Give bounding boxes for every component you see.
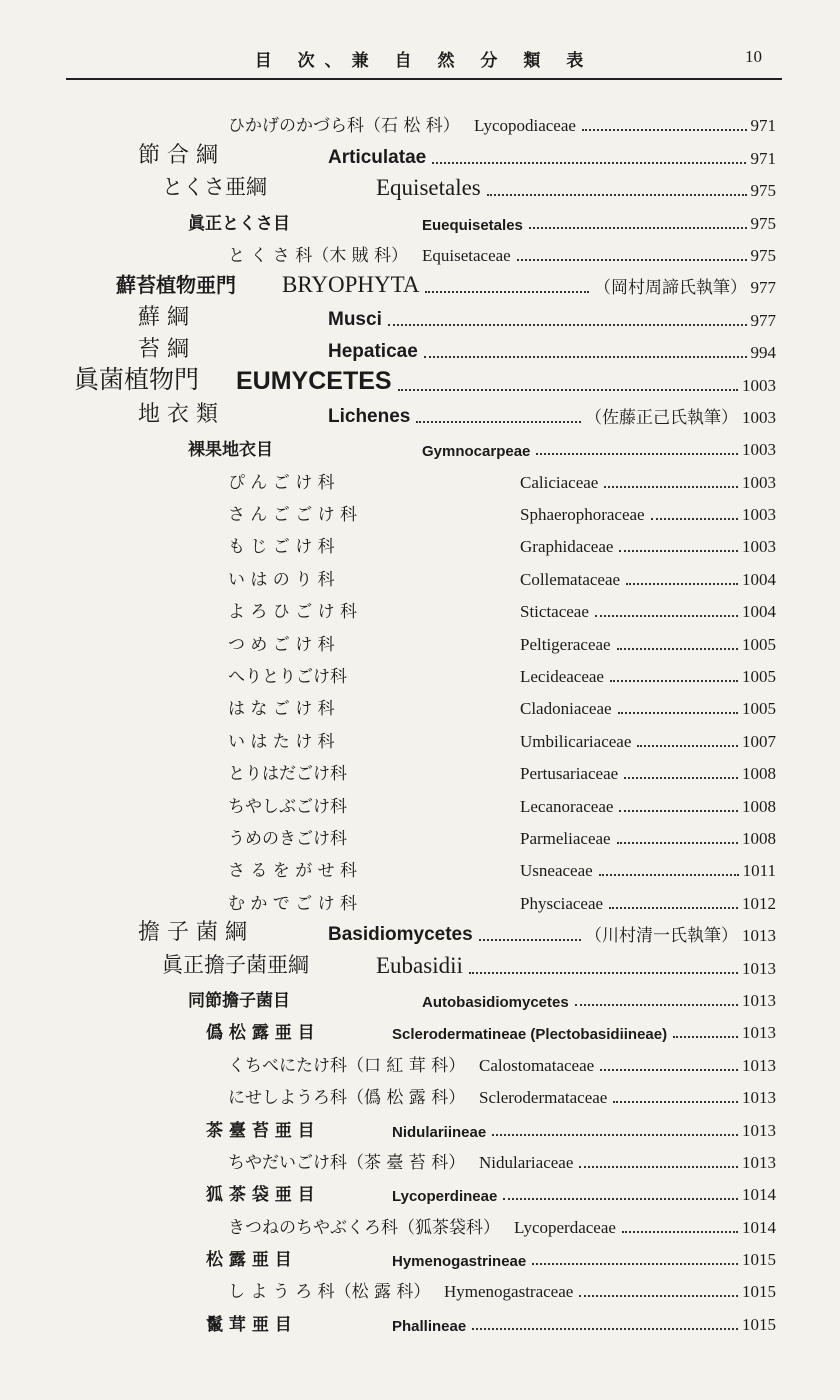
toc-entry <box>0 302 840 334</box>
toc-entry <box>0 1080 840 1112</box>
dot-leader <box>619 810 738 812</box>
entry-page-number: 994 <box>750 343 776 363</box>
entry-author-note: （佐藤正己氏執筆） <box>585 407 738 428</box>
dot-leader <box>479 939 581 941</box>
toc-entry <box>0 1177 840 1209</box>
entry-latin-name: Pertusariaceae <box>520 764 619 784</box>
entry-latin-name: Peltigeraceae <box>520 634 611 654</box>
entry-page-number: 1003 <box>742 472 776 492</box>
dot-leader <box>532 1263 738 1265</box>
toc-entry <box>0 1274 840 1306</box>
entry-latin-name: Usneaceae <box>520 861 593 881</box>
dot-leader <box>624 777 738 779</box>
toc-entry <box>0 788 840 820</box>
toc-entry <box>0 821 840 853</box>
entry-japanese-name: も じ ご け 科 <box>228 537 335 558</box>
entry-page-number: 1013 <box>742 1088 776 1108</box>
dot-leader <box>637 745 738 747</box>
entry-japanese-name: さ ん ご ご け 科 <box>228 505 358 526</box>
entry-japanese-name: よ ろ ひ ご け 科 <box>228 602 358 623</box>
entry-page-number: 975 <box>750 245 776 265</box>
entry-latin-name: Euequisetales <box>422 216 523 234</box>
toc-entry <box>0 1242 840 1274</box>
entry-japanese-name: 擔 子 菌 綱 <box>138 920 247 946</box>
entry-page-number: 1014 <box>742 1217 776 1237</box>
entry-latin-name: Musci <box>328 308 382 330</box>
entry-page-number: 1013 <box>742 1023 776 1043</box>
toc-entry <box>0 723 840 755</box>
toc-entry <box>0 497 840 529</box>
page-header <box>66 38 782 80</box>
entry-page-number: 1014 <box>742 1185 776 1205</box>
entry-japanese-name: 地 衣 類 <box>138 401 218 427</box>
entry-japanese-name: ちやしぶごけ科 <box>228 796 347 817</box>
entry-latin-name: Caliciaceae <box>520 472 599 492</box>
toc-entry <box>0 270 840 302</box>
dot-leader <box>472 1328 738 1330</box>
header-title: 目 次、兼 自 然 分 類 表 <box>254 51 594 71</box>
entry-author-note: （岡村周諦氏執筆） <box>594 278 747 299</box>
toc-entry <box>0 691 840 723</box>
toc-entry <box>0 529 840 561</box>
dot-leader <box>536 453 738 455</box>
entry-latin-name: Eubasidii <box>376 952 463 978</box>
entry-page-number: 1013 <box>742 1152 776 1172</box>
entry-latin-name: Hepaticae <box>328 341 418 363</box>
entry-latin-name: Basidiomycetes <box>328 924 473 946</box>
entry-japanese-name: し よ う ろ 科（松 露 科） <box>228 1282 431 1303</box>
entry-latin-name: Calostomataceae <box>479 1055 595 1075</box>
entry-page-number: 1007 <box>742 731 776 751</box>
toc-entry <box>0 561 840 593</box>
entry-page-number: 975 <box>750 213 776 233</box>
dot-leader <box>582 129 747 131</box>
entry-latin-name: Lycopodiaceae <box>474 116 576 136</box>
toc-entry <box>0 108 840 140</box>
dot-leader <box>626 583 738 585</box>
dot-leader <box>492 1134 738 1136</box>
entry-latin-name: Sphaerophoraceae <box>520 505 645 525</box>
entry-japanese-name: い は た け 科 <box>228 731 335 752</box>
entry-latin-name: Umbilicariaceae <box>520 731 632 751</box>
entry-latin-name: Hymenogastraceae <box>444 1282 574 1302</box>
entry-japanese-name: 苔 綱 <box>138 337 189 363</box>
entry-page-number: 1008 <box>742 828 776 848</box>
entry-japanese-name: うめのきごけ科 <box>228 828 347 849</box>
toc-entry <box>0 594 840 626</box>
entry-latin-name: Sclerodermataceae <box>479 1088 608 1108</box>
entry-latin-name: BRYOPHYTA <box>282 272 420 298</box>
entry-latin-name: Lecanoraceae <box>520 796 614 816</box>
dot-leader <box>609 907 738 909</box>
entry-latin-name: Equisetales <box>376 175 481 201</box>
entry-latin-name: EUMYCETES <box>236 366 392 395</box>
entry-page-number: 1003 <box>742 505 776 525</box>
entry-latin-name: Physciaceae <box>520 893 604 913</box>
entry-page-number: 977 <box>750 278 776 298</box>
entry-japanese-name: 松 露 亜 目 <box>206 1250 292 1271</box>
toc-entry <box>0 364 840 399</box>
entry-page-number: 1013 <box>742 1120 776 1140</box>
toc-entry <box>0 918 840 950</box>
entry-page-number: 1004 <box>742 569 776 589</box>
entry-japanese-name: ひかげのかづら科（石 松 科） <box>228 116 460 137</box>
toc-entry <box>0 205 840 237</box>
entry-page-number: 1003 <box>742 440 776 460</box>
entry-page-number: 975 <box>750 181 776 201</box>
entry-latin-name: Nidulariineae <box>392 1123 487 1141</box>
entry-page-number: 1008 <box>742 796 776 816</box>
entry-page-number: 1003 <box>742 407 776 427</box>
entry-japanese-name: きつねのちやぶくろ科（狐茶袋科） <box>228 1217 500 1238</box>
entry-page-number: 1005 <box>742 634 776 654</box>
toc-entry <box>0 626 840 658</box>
toc-entry <box>0 1145 840 1177</box>
toc-entry <box>0 140 840 172</box>
entry-latin-name: Articulatae <box>328 146 427 168</box>
dot-leader <box>613 1101 738 1103</box>
dot-leader <box>529 227 747 229</box>
toc-entry <box>0 1112 840 1144</box>
entry-latin-name: Hymenogastrineae <box>392 1253 527 1271</box>
dot-leader <box>432 162 746 164</box>
entry-page-number: 1005 <box>742 699 776 719</box>
entry-page-number: 971 <box>750 116 776 136</box>
dot-leader <box>398 389 738 391</box>
entry-page-number: 1003 <box>742 375 776 395</box>
entry-japanese-name: 眞菌植物門 <box>74 364 200 394</box>
entry-latin-name: Lecideaceae <box>520 667 604 687</box>
dot-leader <box>617 648 738 650</box>
entry-japanese-name: くちべにたけ科（口 紅 茸 科） <box>228 1055 466 1076</box>
entry-page-number: 1015 <box>742 1282 776 1302</box>
entry-page-number: 1013 <box>742 926 776 946</box>
entry-japanese-name: は な ご け 科 <box>228 699 335 720</box>
toc-entry <box>0 464 840 496</box>
entry-latin-name: Graphidaceae <box>520 537 614 557</box>
entry-latin-name: Lycoperdineae <box>392 1188 498 1206</box>
entry-page-number: 1015 <box>742 1314 776 1334</box>
entry-latin-name: Lycoperdaceae <box>514 1217 616 1237</box>
dot-leader <box>579 1166 738 1168</box>
dot-leader <box>622 1231 738 1233</box>
entry-page-number: 1003 <box>742 537 776 557</box>
entry-japanese-name: ちやだいごけ科（茶 臺 苔 科） <box>228 1152 466 1173</box>
dot-leader <box>424 356 747 358</box>
entry-japanese-name: 狐 茶 袋 亜 目 <box>206 1185 315 1206</box>
entry-japanese-name: 蘚 綱 <box>138 304 189 330</box>
entry-latin-name: Nidulariaceae <box>479 1152 574 1172</box>
entry-page-number: 971 <box>750 148 776 168</box>
dot-leader <box>469 972 738 974</box>
entry-japanese-name: い は の り 科 <box>228 569 335 590</box>
toc-entry <box>0 885 840 917</box>
entry-japanese-name: ぴ ん ご け 科 <box>228 472 335 493</box>
dot-leader <box>651 518 738 520</box>
toc-entry <box>0 950 840 982</box>
dot-leader <box>599 874 739 876</box>
dot-leader <box>595 615 738 617</box>
entry-japanese-name: 眞正擔子菌亜綱 <box>162 952 309 977</box>
entry-japanese-name: 眞正とくさ目 <box>188 213 290 234</box>
dot-leader <box>503 1198 738 1200</box>
dot-leader <box>673 1036 738 1038</box>
entry-japanese-name: 節 合 綱 <box>138 142 218 168</box>
dot-leader <box>579 1295 738 1297</box>
entry-page-number: 1013 <box>742 958 776 978</box>
entry-latin-name: Equisetaceae <box>422 245 511 265</box>
entry-page-number: 1013 <box>742 990 776 1010</box>
entry-page-number: 977 <box>750 310 776 330</box>
entry-latin-name: Sclerodermatineae (Plectobasidiineae) <box>392 1026 668 1044</box>
dot-leader <box>604 486 738 488</box>
toc-entry <box>0 400 840 432</box>
entry-latin-name: Stictaceae <box>520 602 589 622</box>
entry-japanese-name: とくさ亜綱 <box>162 175 267 200</box>
entry-latin-name: Collemataceae <box>520 569 621 589</box>
page-number: 10 <box>745 47 762 66</box>
entry-japanese-name: 鬣 茸 亜 目 <box>206 1314 292 1335</box>
entry-page-number: 1011 <box>742 861 776 881</box>
toc-entry <box>0 1209 840 1241</box>
toc-entry <box>0 432 840 464</box>
dot-leader <box>517 259 747 261</box>
entry-page-number: 1015 <box>742 1250 776 1270</box>
entry-japanese-name: にせしようろ科（僞 松 露 科） <box>228 1088 466 1109</box>
entry-japanese-name: 裸果地衣目 <box>188 440 273 461</box>
dot-leader <box>388 324 747 326</box>
entry-latin-name: Cladoniaceae <box>520 699 612 719</box>
entry-latin-name: Gymnocarpeae <box>422 443 531 461</box>
dot-leader <box>618 712 738 714</box>
dot-leader <box>600 1069 738 1071</box>
entry-page-number: 1008 <box>742 764 776 784</box>
entry-page-number: 1005 <box>742 667 776 687</box>
dot-leader <box>617 842 738 844</box>
toc-entry <box>0 659 840 691</box>
toc-entry <box>0 238 840 270</box>
entry-japanese-name: さ る を が せ 科 <box>228 861 358 882</box>
dot-leader <box>610 680 738 682</box>
dot-leader <box>425 291 589 293</box>
dot-leader <box>575 1004 738 1006</box>
entry-japanese-name: へりとりごけ科 <box>228 667 347 688</box>
entry-japanese-name: 同節擔子菌目 <box>188 990 290 1011</box>
entry-japanese-name: 蘚苔植物亜門 <box>116 273 236 298</box>
entry-latin-name: Phallineae <box>392 1317 467 1335</box>
entry-japanese-name: とりはだごけ科 <box>228 764 347 785</box>
entry-japanese-name: つ め ご け 科 <box>228 634 335 655</box>
toc-entry <box>0 853 840 885</box>
toc-entry <box>0 173 840 205</box>
entry-page-number: 1013 <box>742 1055 776 1075</box>
entry-latin-name: Lichenes <box>328 405 411 427</box>
entry-page-number: 1004 <box>742 602 776 622</box>
toc-entry <box>0 756 840 788</box>
toc-entry <box>0 1015 840 1047</box>
entry-author-note: （川村清一氏執筆） <box>585 926 738 947</box>
entry-japanese-name: 僞 松 露 亜 目 <box>206 1023 315 1044</box>
dot-leader <box>619 550 738 552</box>
toc-entry <box>0 983 840 1015</box>
dot-leader <box>487 194 747 196</box>
entry-latin-name: Parmeliaceae <box>520 828 611 848</box>
entry-japanese-name: と く さ 科（木 賊 科） <box>228 245 409 266</box>
entry-page-number: 1012 <box>742 893 776 913</box>
toc-entry <box>0 1047 840 1079</box>
table-of-contents <box>0 108 840 1339</box>
dot-leader <box>416 421 581 423</box>
entry-japanese-name: 茶 臺 苔 亜 目 <box>206 1120 315 1141</box>
entry-japanese-name: む か で ご け 科 <box>228 893 358 914</box>
toc-entry <box>0 1306 840 1338</box>
entry-latin-name: Autobasidiomycetes <box>422 993 569 1011</box>
